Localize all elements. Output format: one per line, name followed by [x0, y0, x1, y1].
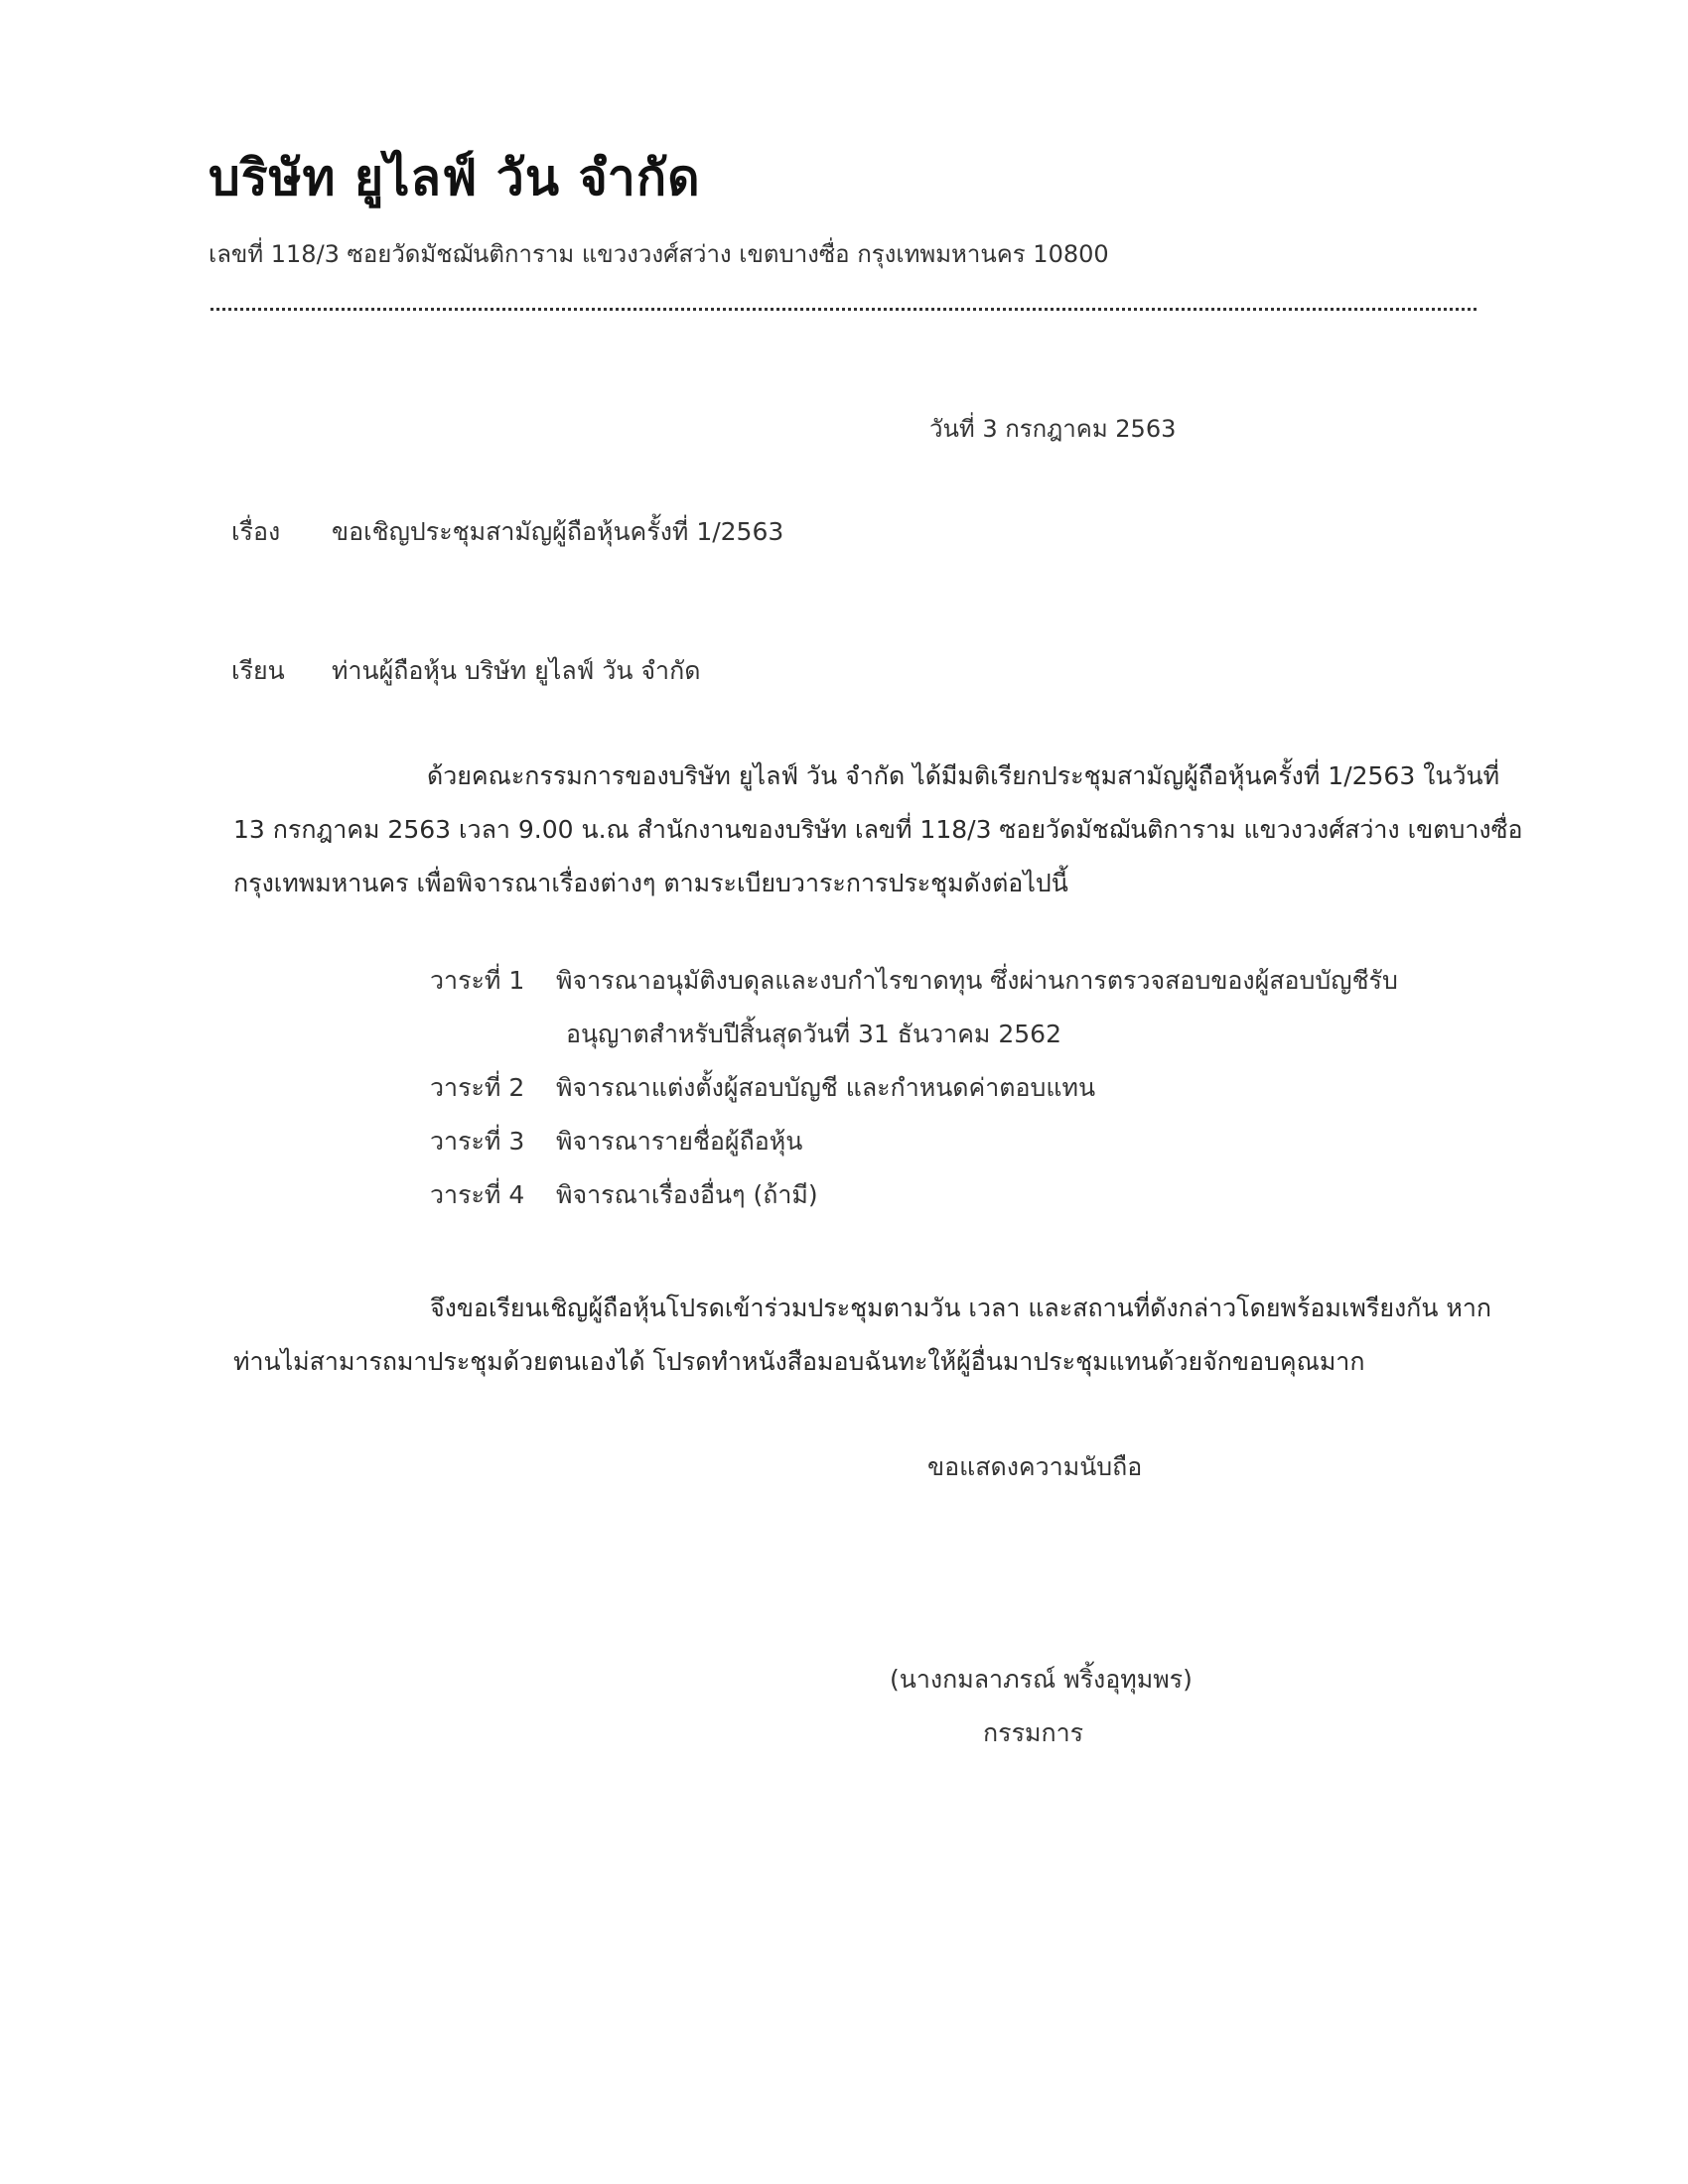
invitation-line-2: ท่านไม่สามารถมาประชุมด้วยตนเองได้ โปรดทำหนังสือมอบฉันทะให้ผู้อื่นมาประชุมแทนด้วยจักขอบคุณมาก — [233, 1347, 1365, 1376]
signatory-title: กรรมการ — [983, 1718, 1084, 1747]
intro-line-1: ด้วยคณะกรรมการของบริษัท ยูไลฟ์ วัน จำกัด ได้มีมติเรียกประชุมสามัญผู้ถือหุ้นครั้งที่ 1/2563 ในวันที่ — [427, 761, 1500, 790]
agenda-item-2-number: วาระที่ 2 — [430, 1073, 525, 1102]
company-name: บริษัท ยูไลฟ์ วัน จำกัด — [209, 149, 701, 206]
recipient-label: เรียน — [231, 656, 285, 685]
agenda-item-1-number: วาระที่ 1 — [430, 966, 525, 995]
subject-value: ขอเชิญประชุมสามัญผู้ถือหุ้นครั้งที่ 1/2563 — [332, 517, 784, 546]
agenda-item-3-text: พิจารณารายชื่อผู้ถือหุ้น — [556, 1127, 803, 1156]
agenda-item-4-text: พิจารณาเรื่องอื่นๆ (ถ้ามี) — [556, 1180, 818, 1209]
invitation-line-1: จึงขอเรียนเชิญผู้ถือหุ้นโปรดเข้าร่วมประชุมตามวัน เวลา และสถานที่ดังกล่าวโดยพร้อมเพรียงกัน หาก — [430, 1294, 1492, 1322]
recipient-value: ท่านผู้ถือหุ้น บริษัท ยูไลฟ์ วัน จำกัด — [332, 656, 701, 685]
intro-line-2: 13 กรกฎาคม 2563 เวลา 9.00 น.ณ สำนักงานของบริษัท เลขที่ 118/3 ซอยวัดมัชฌันติการาม แขวงวงศ์สว่าง เขตบางซื่อ — [233, 815, 1523, 844]
dotted-divider — [211, 308, 1477, 311]
agenda-item-4-number: วาระที่ 4 — [430, 1180, 525, 1209]
intro-line-3: กรุงเทพมหานคร เพื่อพิจารณาเรื่องต่างๆ ตามระเบียบวาระการประชุมดังต่อไปนี้ — [233, 869, 1068, 897]
agenda-item-1-text: พิจารณาอนุมัติงบดุลและงบกำไรขาดทุน ซึ่งผ่านการตรวจสอบของผู้สอบบัญชีรับ — [556, 966, 1398, 995]
agenda-item-2-text: พิจารณาแต่งตั้งผู้สอบบัญชี และกำหนดค่าตอบแทน — [556, 1073, 1096, 1102]
subject-label: เรื่อง — [231, 517, 281, 546]
letter-date: วันที่ 3 กรกฎาคม 2563 — [929, 415, 1177, 443]
agenda-item-3-number: วาระที่ 3 — [430, 1127, 525, 1156]
agenda-item-1-continuation: อนุญาตสำหรับปีสิ้นสุดวันที่ 31 ธันวาคม 2562 — [566, 1020, 1061, 1048]
closing-phrase: ขอแสดงความนับถือ — [927, 1452, 1143, 1481]
signatory-name: (นางกมลาภรณ์ พริ้งอุทุมพร) — [890, 1665, 1193, 1694]
company-address: เลขที่ 118/3 ซอยวัดมัชฌันติการาม แขวงวงศ์สว่าง เขตบางซื่อ กรุงเทพมหานคร 10800 — [209, 240, 1109, 268]
